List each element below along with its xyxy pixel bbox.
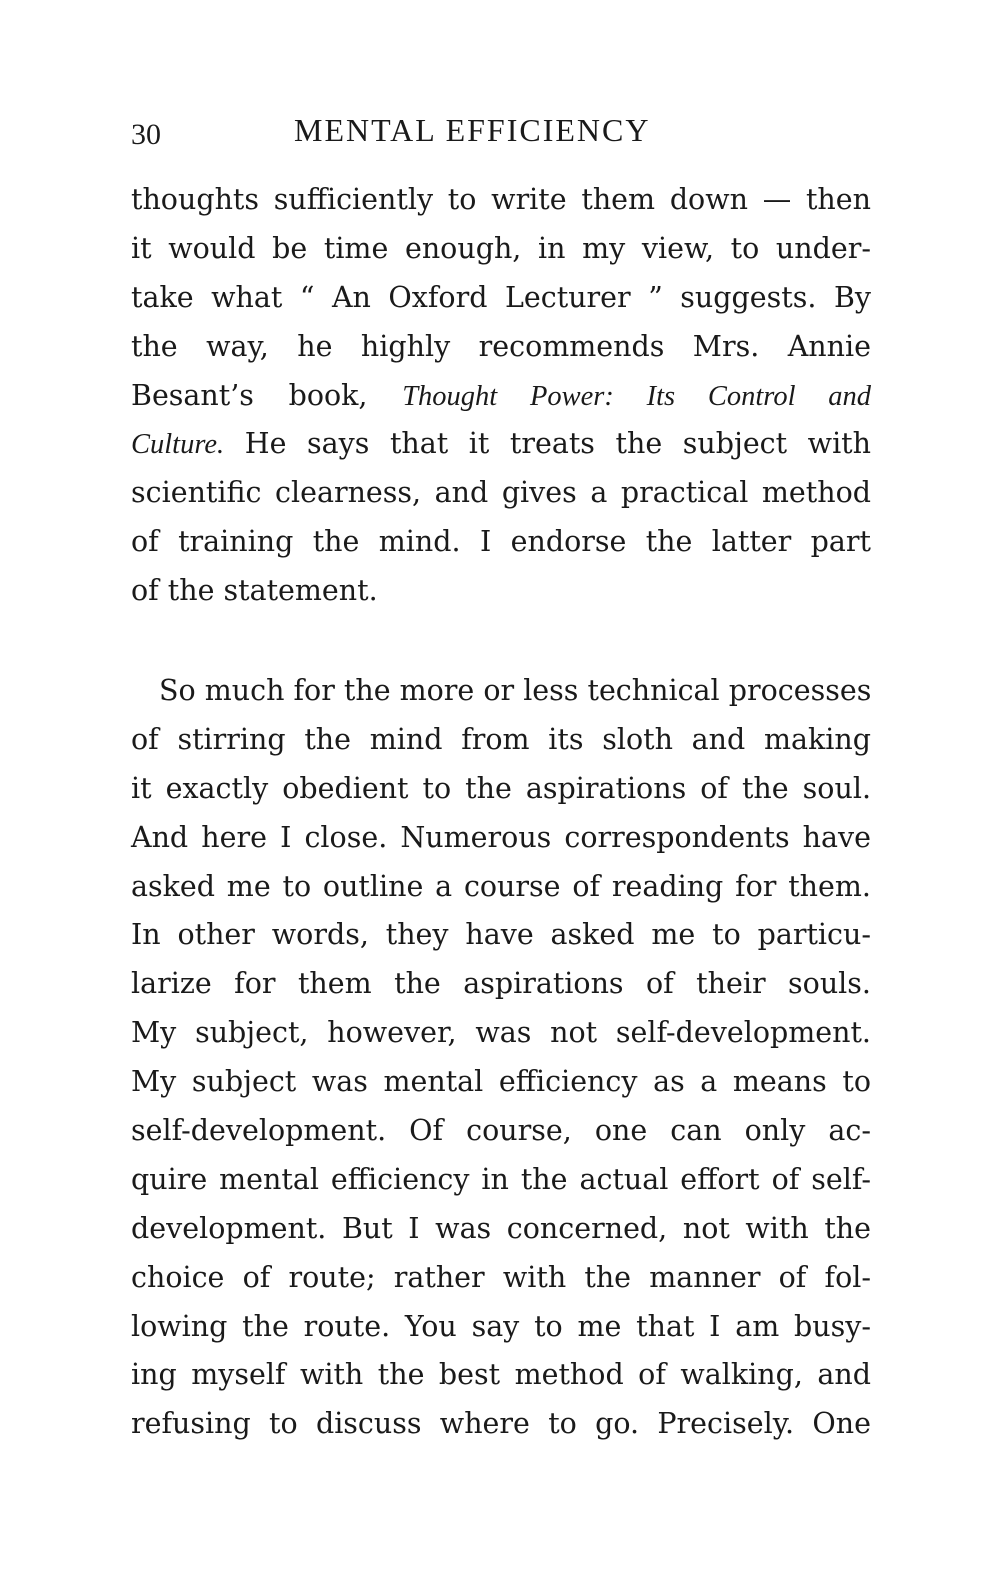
text-line: My subject, however, was not self-development. [131,1016,871,1050]
text-line: of stirring the mind from its sloth and making [131,722,871,756]
running-head: MENTAL EFFICIENCY [294,112,651,148]
page-number: 30 [131,118,161,151]
text-line: asked me to outline a course of reading for them. [131,869,871,903]
text-line: larize for them the aspirations of their souls. [131,967,871,1001]
text-line: quire mental efficiency in the actual effort of self- [131,1162,871,1196]
line-prefix: Besant’s book, [131,378,403,412]
book-title: Thought Power: Its Control and [402,380,871,412]
text-line: So much for the more or less technical processes [159,674,872,707]
text-line: ing myself with the best method of walking, and [131,1358,871,1392]
text-line: thoughts sufficiently to write them down — then [131,183,871,216]
text-line: choice of route; rather with the manner of fol- [131,1260,871,1294]
paragraph-1 [131,176,871,616]
text-line: take what “ An Oxford Lecturer ” suggests. By [131,280,871,314]
text-line: it would be time enough, in my view, to under- [131,231,871,265]
text-line [131,420,871,469]
line-rest: He says that it treats the subject with [244,427,871,461]
text-line: In other words, they have asked me to particu- [131,918,871,952]
text-line: the way, he highly recommends Mrs. Annie [131,329,871,363]
text-line: And here I close. Numerous correspondents have [131,820,871,854]
text-line [131,372,871,421]
page-header [131,112,871,160]
text-line: of the statement. [131,574,378,608]
text-line: of training the mind. I endorse the latter part [131,525,871,559]
text-line: self-development. Of course, one can only ac- [131,1114,871,1148]
text-line: it exactly obedient to the aspirations of the soul. [131,771,871,805]
text-line: development. But I was concerned, not with the [131,1211,871,1245]
text-line: lowing the route. You say to me that I am busy- [131,1309,871,1343]
text-line: refusing to discuss where to go. Precisely. One [131,1407,871,1441]
book-title-continued: Culture. [131,429,225,461]
text-line: My subject was mental efficiency as a means to [131,1065,871,1099]
paragraph-2 [131,667,871,1449]
text-line: scientific clearness, and gives a practical method [131,476,871,510]
